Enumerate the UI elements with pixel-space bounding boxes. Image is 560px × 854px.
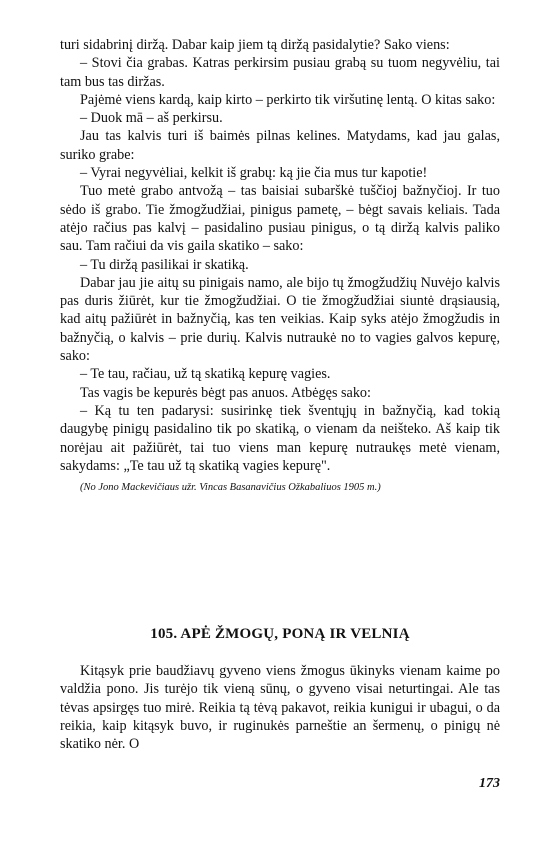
paragraph: Tas vagis be kepurės bėgt pas anuos. Atbėgęs sako: — [80, 384, 371, 401]
dialog-line: – Stovi čia grabas. Katras perkirsim pusiau grabą su tuom negyvėliu, tai tam bus tas diržas. — [60, 55, 500, 90]
paragraph: Dabar jau jie aitų su pinigais namo, ale bijo tų žmogžudžių Nuvėjo kalvis pas duris žiūrėt, kur tie žmogžudžiai. O tie žmogžudžiai siuntė drąsiausią, kad aitų pažiūrėt in bažnyčią, kas ten veikias. Kaip syks atėjo žmogžudis in bažnyčią, o kalvis – prie durių. Kalvis nutraukė no to vagies galvos kepurę, sako: — [60, 274, 500, 365]
dialog-line: – Ką tu ten padarysi: susirinkę tiek šventųjų in bažnyčią, kad tokią daugybę pinigų pasidalino tik po skatiką, o vienam da neišteko. Aš kaip tik norėjau ait pažiūrėt, tai tuo viens man kepurę nutraukęs metė vienam, sakydams: „Te tau už tą skatiką vagies kepurę". — [60, 402, 500, 474]
paragraph: Pajėmė viens kardą, kaip kirto – perkirto tik viršutinę lentą. O kitas sako: — [80, 91, 496, 108]
paragraph: Jau tas kalvis turi iš baimės pilnas kelines. Matydams, kad jau galas, suriko grabe: — [60, 128, 500, 163]
dialog-line: – Te tau, račiau, už tą skatiką kepurę vagies. — [80, 366, 331, 383]
paragraph: turi sidabrinį diržą. Dabar kaip jiem tą diržą pasidalytie? Sako viens: — [60, 37, 450, 53]
paragraph: Kitąsyk prie baudžiavų gyveno viens žmogus ūkinyks vienam kaime po valdžia pono. Jis turėjo tik vieną sūnų, o gyveno visai neturtingai. Ale tas tėvas apsirgęs tuo mirė. Reikia tą tėvą pakavot, reikia kunigui ir ubagui, o da reikia, kaip kitąsyk buvo, ir ruginukės parneštie an šermenų, o pinigų nė skatiko nėr. O — [60, 663, 500, 753]
paragraph: Tuo metė grabo antvožą – tas baisiai subarškė tuščioj bažnyčioj. Ir tuo sėdo iš grabo. Tie žmogžudžiai, pinigus pametę, – bėgt savais keliais. Tada atėjo račius pas kalvį – pasidalino pusiau pinigus, o tą diržą kalvis paliko sau. Tam račiui da vis gaila skatiko – sako: — [60, 183, 500, 255]
dialog-line: – Vyrai negyvėliai, kelkit iš grabų: ką jie čia mus tur kapotie! — [80, 165, 428, 182]
dialog-line: – Duok mā – aš perkirsu. — [80, 110, 223, 127]
section-body — [60, 662, 500, 753]
section-heading: 105. APĖ ŽMOGŲ, PONĄ IR VELNIĄ — [150, 626, 410, 642]
dialog-line: – Tu diržą pasilikai ir skatiką. — [80, 256, 249, 273]
source-note: (No Jono Mackevičiaus užr. Vincas Basanavičius Ožkabaliuos 1905 m.) — [80, 482, 381, 494]
page-body — [60, 36, 500, 495]
page-number: 173 — [479, 776, 500, 791]
